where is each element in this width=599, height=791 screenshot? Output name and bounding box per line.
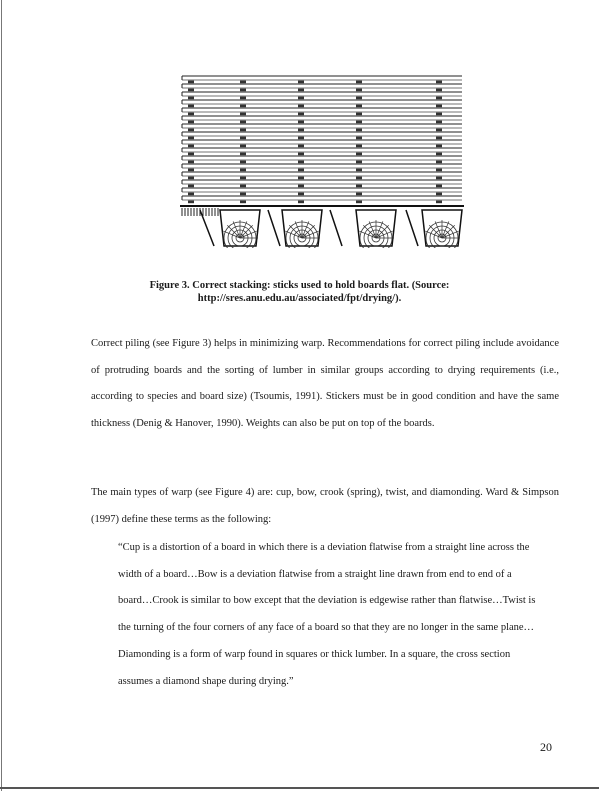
sticker <box>298 145 304 148</box>
sticker <box>188 169 194 172</box>
sticker <box>356 121 362 124</box>
sticker <box>298 97 304 100</box>
sticker <box>298 185 304 188</box>
sticker <box>356 137 362 140</box>
sticker <box>356 97 362 100</box>
sticker <box>436 105 442 108</box>
lumber-stack-illustration-icon <box>180 72 464 248</box>
sticker <box>188 129 194 132</box>
sticker <box>436 121 442 124</box>
support-edge <box>406 210 418 246</box>
block-quote-warp-definitions: “Cup is a distortion of a board in which there is a deviation flatwise from a straight line across the width of a board…Bow is a deviation flatwise from a straight line drawn from end to end of a board…Crook is similar to bow except that the deviation is edgewise rather than flatwise…Twist is the turning of the four corners of any face of a board so that they are no longer in the same plane…Diamonding is a form of warp found in squares or thick lumber. In a square, the cross section assumes a diamond shape during drying.” <box>118 542 536 687</box>
figure-caption-line-2: http://sres.anu.edu.au/associated/fpt/drying/). <box>197 293 402 304</box>
sticker <box>436 129 442 132</box>
sticker <box>298 177 304 180</box>
ray-line <box>240 225 253 238</box>
sticker <box>240 89 246 92</box>
sticker <box>356 153 362 156</box>
sticker <box>298 161 304 164</box>
sticker <box>436 177 442 180</box>
sticker <box>188 113 194 116</box>
figure-caption-line-1: Figure 3. Correct stacking: sticks used to hold boards flat. (Source: <box>149 280 450 291</box>
sticker <box>436 89 442 92</box>
sticker <box>356 129 362 132</box>
sticker <box>298 81 304 84</box>
page-number: 20 <box>540 740 552 754</box>
sticker <box>436 161 442 164</box>
ray-line <box>302 225 315 238</box>
sticker <box>188 193 194 196</box>
sticker <box>436 193 442 196</box>
support-edge <box>330 210 342 246</box>
sticker <box>240 81 246 84</box>
paragraph-correct-piling: Correct piling (see Figure 3) helps in minimizing warp. Recommendations for correct piling include avoidance of protruding boards and the sorting of lumber in similar groups according to drying requirements (i.e., according to species and board size) (Tsoumis, 1991). Stickers must be in good condition and have the same thickness (Denig & Hanover, 1990). Weights can also be put on top of the boards. <box>91 338 559 430</box>
sticker <box>188 97 194 100</box>
ray-line <box>376 225 389 238</box>
sticker <box>436 169 442 172</box>
sticker <box>356 185 362 188</box>
sticker <box>436 113 442 116</box>
ray-line <box>227 225 240 238</box>
sticker <box>298 89 304 92</box>
ray-line <box>442 225 455 238</box>
ray-line <box>363 225 376 238</box>
ray-line <box>429 225 442 238</box>
sticker <box>436 185 442 188</box>
paragraph-warp-types: The main types of warp (see Figure 4) are: cup, bow, crook (spring), twist, and diamonding. Ward & Simpson (1997) define these terms as the following: <box>91 487 559 525</box>
sticker <box>240 121 246 124</box>
sticker <box>356 177 362 180</box>
sticker <box>188 161 194 164</box>
sticker <box>436 137 442 140</box>
sticker <box>298 169 304 172</box>
sticker <box>356 113 362 116</box>
sticker <box>298 129 304 132</box>
sticker <box>240 97 246 100</box>
sticker <box>188 153 194 156</box>
sticker <box>188 145 194 148</box>
sticker <box>188 81 194 84</box>
sticker <box>356 105 362 108</box>
page-left-edge <box>1 0 2 791</box>
sticker <box>240 145 246 148</box>
lumber-stack-figure <box>180 72 464 248</box>
sticker <box>240 169 246 172</box>
sticker <box>188 121 194 124</box>
sticker <box>436 97 442 100</box>
sticker <box>188 177 194 180</box>
sticker <box>298 201 304 204</box>
figure-caption <box>100 279 499 305</box>
page-bottom-edge <box>0 787 599 789</box>
sticker <box>188 185 194 188</box>
sticker <box>240 105 246 108</box>
sticker <box>188 201 194 204</box>
sticker <box>436 201 442 204</box>
support-edge <box>268 210 280 246</box>
sticker <box>188 105 194 108</box>
sticker <box>356 169 362 172</box>
sticker <box>356 89 362 92</box>
sticker <box>240 161 246 164</box>
sticker <box>298 193 304 196</box>
ray-line <box>289 225 302 238</box>
sticker <box>436 153 442 156</box>
sticker <box>240 193 246 196</box>
sticker <box>356 81 362 84</box>
sticker <box>240 137 246 140</box>
sticker <box>240 153 246 156</box>
sticker <box>188 89 194 92</box>
sticker <box>298 153 304 156</box>
sticker <box>356 145 362 148</box>
sticker <box>240 201 246 204</box>
sticker <box>298 113 304 116</box>
sticker <box>240 185 246 188</box>
sticker <box>298 105 304 108</box>
sticker <box>436 145 442 148</box>
sticker <box>240 113 246 116</box>
sticker <box>356 201 362 204</box>
sticker <box>240 129 246 132</box>
sticker <box>298 137 304 140</box>
sticker <box>356 161 362 164</box>
sticker <box>436 81 442 84</box>
sticker <box>240 177 246 180</box>
sticker <box>298 121 304 124</box>
sticker <box>356 193 362 196</box>
sticker <box>188 137 194 140</box>
